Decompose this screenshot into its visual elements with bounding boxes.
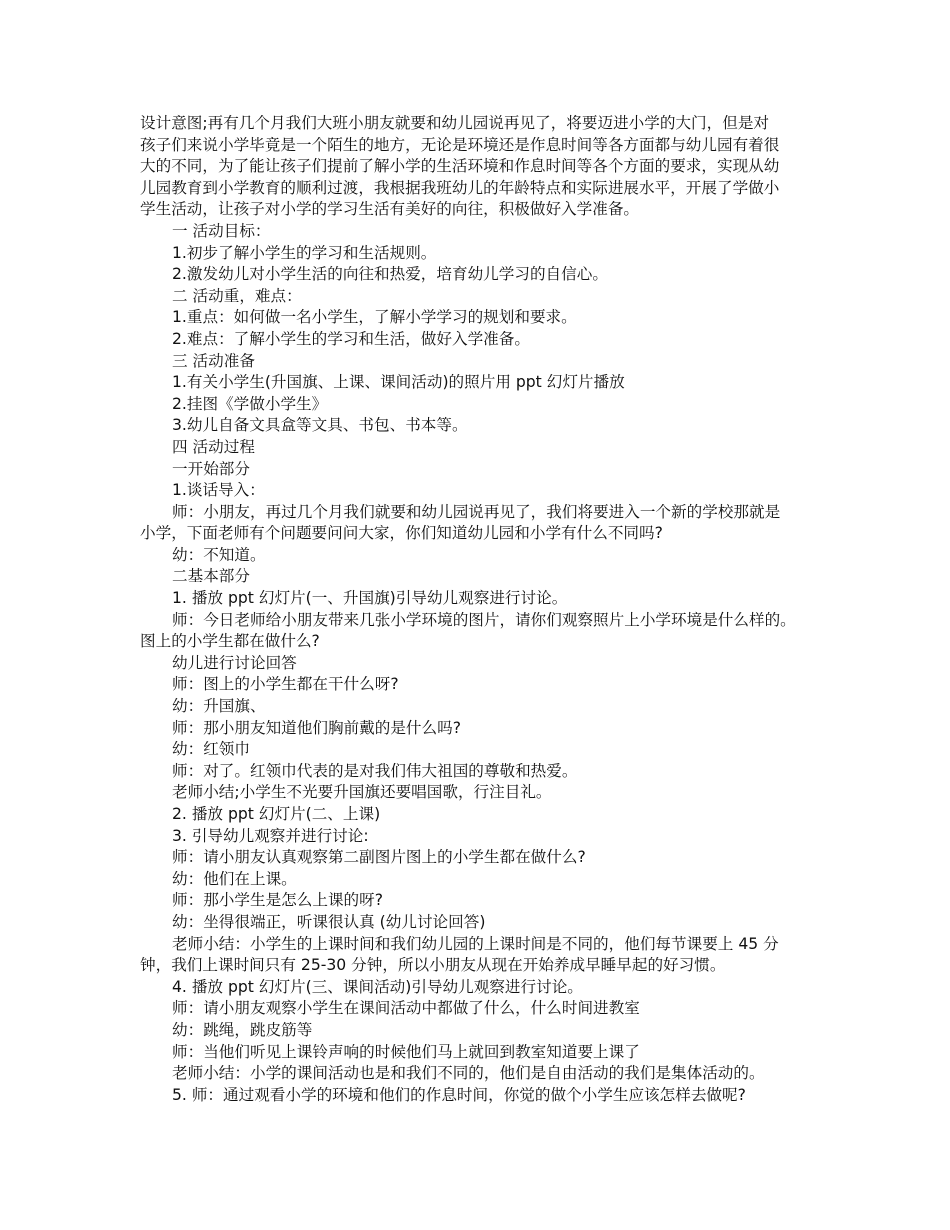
document-line: 二 活动重，难点： (172, 286, 302, 305)
document-line: 1.重点：如何做一名小学生，了解小学学习的规划和要求。 (172, 308, 577, 327)
document-line: 设计意图;再有几个月我们大班小朋友就要和幼儿园说再见了，将要迈进小学的大门，但是对 (140, 114, 770, 132)
document-line: 儿园教育到小学教育的顺利过渡，我根据我班幼儿的年龄特点和实际进展水平，开展了学做小 (140, 178, 780, 197)
document-line: 1. 播放 ppt 幻灯片(一、升国旗)引导幼儿观察进行讨论。 (172, 589, 568, 608)
document-line: 2. 播放 ppt 幻灯片(二、上课) (172, 805, 381, 823)
document-line: 师：当他们听见上课铃声响的时候他们马上就回到教室知道要上课了 (172, 1042, 640, 1061)
document-line: 3. 引导幼儿观察并进行讨论: (172, 826, 369, 845)
document-line: 师：对了。红领巾代表的是对我们伟大祖国的尊敬和热爱。 (172, 761, 578, 780)
document-line: 幼：跳绳，跳皮筋等 (172, 1020, 313, 1039)
document-line: 3.幼儿自备文具盒等文具、书包、书本等。 (172, 416, 468, 435)
document-line: 幼：坐得很端正，听课很认真 (幼儿讨论回答) (172, 912, 486, 931)
document-line: 大的不同，为了能让孩子们提前了解小学的生活环境和作息时间等各个方面的要求，实现从幼 (140, 157, 780, 176)
document-line: 4. 播放 ppt 幻灯片(三、课间活动)引导幼儿观察进行讨论。 (172, 977, 583, 996)
document-line: 1.谈话导入： (172, 481, 265, 500)
document-line: 师：那小学生是怎么上课的呀? (172, 891, 383, 910)
document-line: 幼：不知道。 (172, 545, 266, 564)
document-line: 1.有关小学生(升国旗、上课、课间活动)的照片用 ppt 幻灯片播放 (172, 373, 625, 392)
document-line: 四 活动过程 (172, 437, 255, 456)
document-line: 师：请小朋友观察小学生在课间活动中都做了什么，什么时间进教室 (172, 999, 640, 1018)
document-line: 1.初步了解小学生的学习和生活规则。 (172, 243, 437, 262)
document-line: 钟，我们上课时间只有 25-30 分钟，所以小朋友从现在开始养成早睡早起的好习惯。 (140, 956, 726, 975)
document-line: 幼：他们在上课。 (172, 869, 297, 888)
document-line: 师：请小朋友认真观察第二副图片图上的小学生都在做什么? (172, 848, 586, 867)
document-line: 小学，下面老师有个问题要问问大家，你们知道幼儿园和小学有什么不同吗? (140, 524, 663, 543)
document-line: 老师小结：小学生的上课时间和我们幼儿园的上课时间是不同的，他们每节课要上 45 分 (172, 934, 779, 953)
document-line: 幼：升国旗、 (172, 697, 266, 716)
document-line: 师：那小朋友知道他们胸前戴的是什么吗? (172, 718, 461, 737)
document-line: 一 活动目标： (172, 221, 271, 240)
document-line: 师：图上的小学生都在干什么呀? (172, 675, 399, 694)
document-line: 2.挂图《学做小学生》 (172, 394, 328, 413)
document-body (140, 113, 830, 1106)
document-line: 2.激发幼儿对小学生活的向往和热爱，培育幼儿学习的自信心。 (172, 265, 608, 284)
document-line: 二基本部分 (172, 567, 250, 586)
document-line: 幼：红领巾 (172, 740, 250, 759)
document-line: 师：小朋友，再过几个月我们就要和幼儿园说再见了，我们将要进入一个新的学校那就是 (172, 502, 781, 521)
document-line: 一开始部分 (172, 459, 250, 478)
document-line: 孩子们来说小学毕竟是一个陌生的地方，无论是环境还是作息时间等各方面都与幼儿园有着很 (140, 135, 780, 154)
document-line: 学生活动，让孩子对小学的学习生活有美好的向往，积极做好入学准备。 (140, 200, 640, 219)
document-line: 三 活动准备 (172, 351, 255, 370)
document-line: 2.难点：了解小学生的学习和生活，做好入学准备。 (172, 329, 530, 348)
document-line: 老师小结：小学的课间活动也是和我们不同的，他们是自由活动的我们是集体活动的。 (172, 1064, 765, 1083)
document-line: 老师小结;小学生不光要升国旗还要唱国歌，行注目礼。 (172, 783, 552, 802)
document-line: 图上的小学生都在做什么? (140, 632, 320, 651)
document-line: 幼儿进行讨论回答 (172, 653, 297, 672)
document-line: 5. 师：通过观看小学的环境和他们的作息时间，你觉的做个小学生应该怎样去做呢? (172, 1085, 746, 1104)
document-line: 师：今日老师给小朋友带来几张小学环境的图片，请你们观察照片上小学环境是什么样的。 (172, 610, 796, 629)
